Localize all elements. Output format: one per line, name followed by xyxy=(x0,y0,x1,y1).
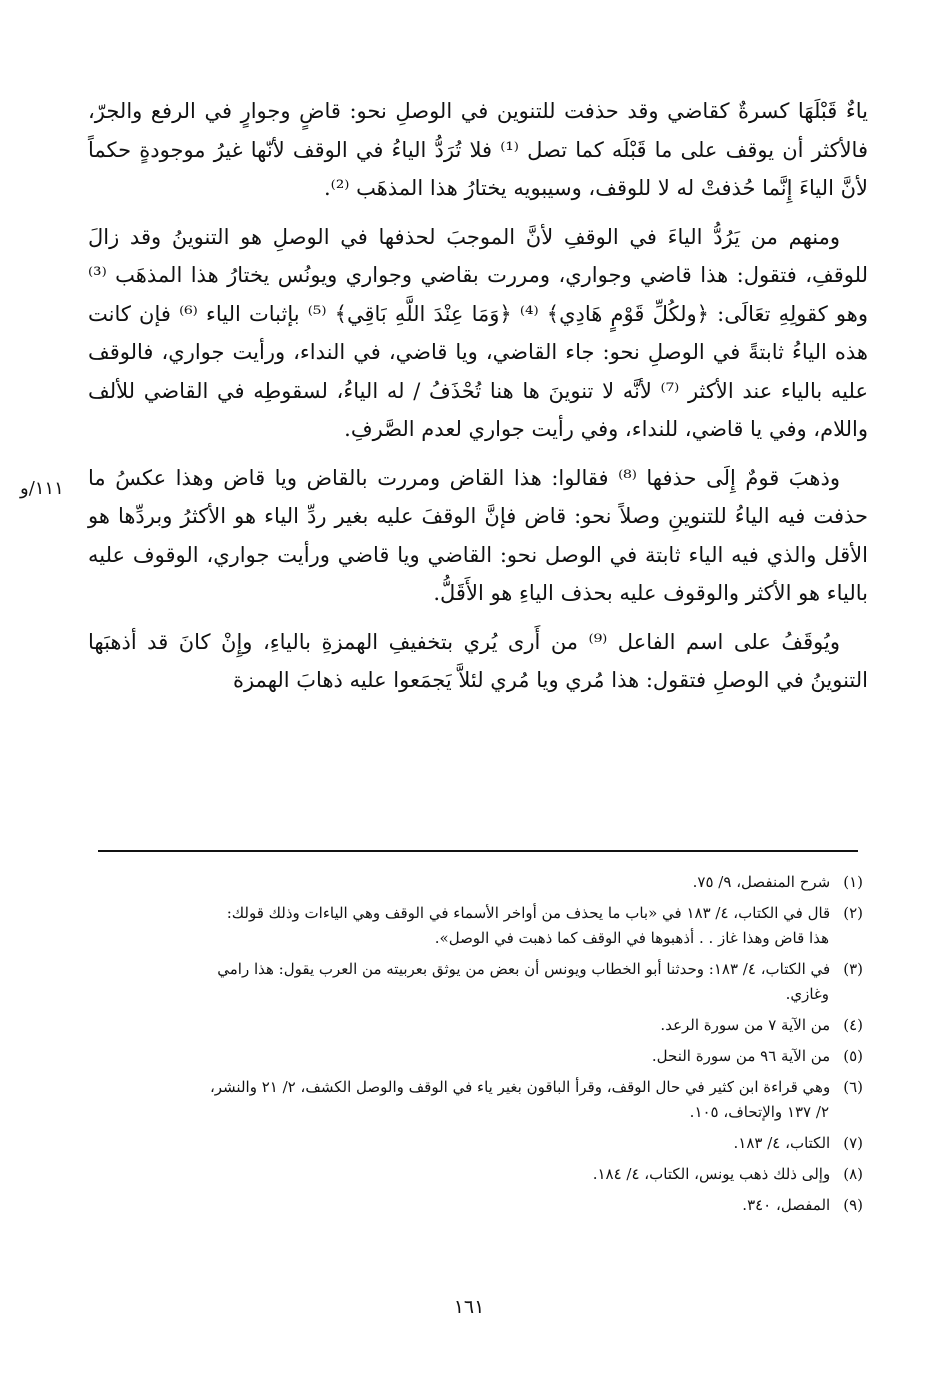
page-number: ١٦١ xyxy=(453,1296,485,1318)
footnote-text: من الآية ٧ من سورة الرعد. xyxy=(660,1016,831,1034)
footnote-number: (١) xyxy=(843,873,863,891)
footnote-number: (٥) xyxy=(843,1047,863,1065)
footnote-continuation: ٢/ ١٣٧ والإتحاف، ١٠٥. xyxy=(689,1103,829,1121)
paragraph-1: ياءٌ قَبْلَهَا كسرةٌ كقاضي وقد حذفت للتنوين في الوصلِ نحو: قاضٍ وجوارٍ في الرفع والجرّ، فالأكثر أن يوقف على ما قَبْلَه كما تصل ⁽¹⁾ فلا تُرَدُّ الياءُ في الوقف لأنّها غيرُ موجودةٍ حكماً لأنَّ الياءَ إِنَّما حُذفتْ له لا للوقف، وسيبويه يختارُ هذا المذهَب ⁽²⁾. xyxy=(88,99,868,200)
footnote xyxy=(98,1013,863,1038)
paragraph-2: ومنهم من يَرُدُّ الياءَ في الوقفِ لأنَّ الموجبَ لحذفها في الوصلِ هو التنوينُ وقد زالَ للوقفِ، فتقول: هذا قاضي وجواري، ومررت بقاضي وجواري ويونُس يختارُ هذا المذهَب ⁽³⁾ وهو كقولِهِ تعَالَى: ﴿ولكُلِّ قَوْمٍ هَادِي﴾ ⁽⁴⁾ ﴿وَمَا عِنْدَ اللَّهِ بَاقِي﴾ ⁽⁵⁾ بإثبات الياء ⁽⁶⁾ فإن كانت هذه الياءُ ثابتةً في الوصلِ نحو: جاء القاضي، ويا قاضي، في النداء، ورأيت جواري، فالوقف عليه بالياء عند الأكثر ⁽⁷⁾ لأنَّه لا تنوينَ ها هنا تُحْذَفُ / له الياءُ، لسقوطِه في القاضي للألف واللام، وفي يا قاضي، للنداء، وفي رأيت جواري لعدم الصَّرفِ. xyxy=(88,224,868,441)
footnotes xyxy=(98,870,863,1224)
footnote xyxy=(98,870,863,895)
footnote-text: شرح المنفصل، ٩/ ٧٥. xyxy=(692,873,831,891)
footnote-divider xyxy=(98,850,858,852)
footnote xyxy=(98,1075,863,1125)
footnote-number: (٢) xyxy=(843,904,863,922)
main-text xyxy=(88,92,868,710)
paragraph-3: وذهبَ قومٌ إِلَى حذفها ⁽⁸⁾ فقالوا: هذا القاض ومررت بالقاض ويا قاض وهذا عكسُ ما حذفت فيه الياءُ للتنوينِ وصلاً نحو: قاض فإنَّ الوقفَ عليه بغير ردِّ الياء هو الأكثرُ وبردِّها هو الأقل والذي فيه الياء ثابتة في الوصل نحو: القاضي ويا قاضي ورأيت جواري، الوقوف عليه بالياء هو الأكثر والوقوف عليه بحذف الياءِ هو الأَقَلُّ. xyxy=(88,465,868,605)
footnote-text: الكتاب، ٤/ ١٨٣. xyxy=(733,1134,831,1152)
footnote-continuation: وغازي. xyxy=(785,985,829,1003)
footnote-number: (٣) xyxy=(843,960,863,978)
footnote xyxy=(98,1131,863,1156)
footnote-text: من الآية ٩٦ من سورة النحل. xyxy=(651,1047,831,1065)
footnote xyxy=(98,901,863,951)
footnote xyxy=(98,1193,863,1218)
footnote xyxy=(98,1162,863,1187)
footnote-text: وهي قراءة ابن كثير في حال الوقف، وقرأ الباقون بغير ياء في الوقف والوصل الكشف، ٢/ ٢١ والنشر، xyxy=(209,1078,831,1096)
manuscript-folio-note: ١١١/و xyxy=(20,478,64,499)
footnote-number: (٦) xyxy=(843,1078,863,1096)
footnote xyxy=(98,957,863,1007)
footnote-text: المفصل، ٣٤٠. xyxy=(742,1196,831,1214)
footnote-number: (٩) xyxy=(843,1196,863,1214)
footnote-number: (٧) xyxy=(843,1134,863,1152)
footnote-text: وإلى ذلك ذهب يونس، الكتاب، ٤/ ١٨٤. xyxy=(592,1165,831,1183)
footnote xyxy=(98,1044,863,1069)
paragraph-4: ويُوقَفُ على اسم الفاعل ⁽⁹⁾ من أَرى يُري بتخفيفِ الهمزةِ بالياءِ، وإِنْ كانَ قد أذهبَها التنوينُ في الوصلِ فتقول: هذا مُري ويا مُري لئلاَّ يَجمَعوا عليه ذهابَ الهمزة xyxy=(88,629,868,692)
footnote-number: (٨) xyxy=(843,1165,863,1183)
footnote-number: (٤) xyxy=(843,1016,863,1034)
footnote-continuation: هذا قاض وهذا غاز . . أذهبوها في الوقف كما ذهبت في الوصل». xyxy=(434,929,829,947)
footnote-text: قال في الكتاب، ٤/ ١٨٣ في «باب ما يحذف من أواخر الأسماء في الوقف وهي الياءات وذلك قولك: xyxy=(226,904,831,922)
footnote-text: في الكتاب، ٤/ ١٨٣: وحدثنا أبو الخطاب ويونس أن بعض من يوثق بعربيته من العرب يقول: هذا رامي xyxy=(217,960,831,978)
